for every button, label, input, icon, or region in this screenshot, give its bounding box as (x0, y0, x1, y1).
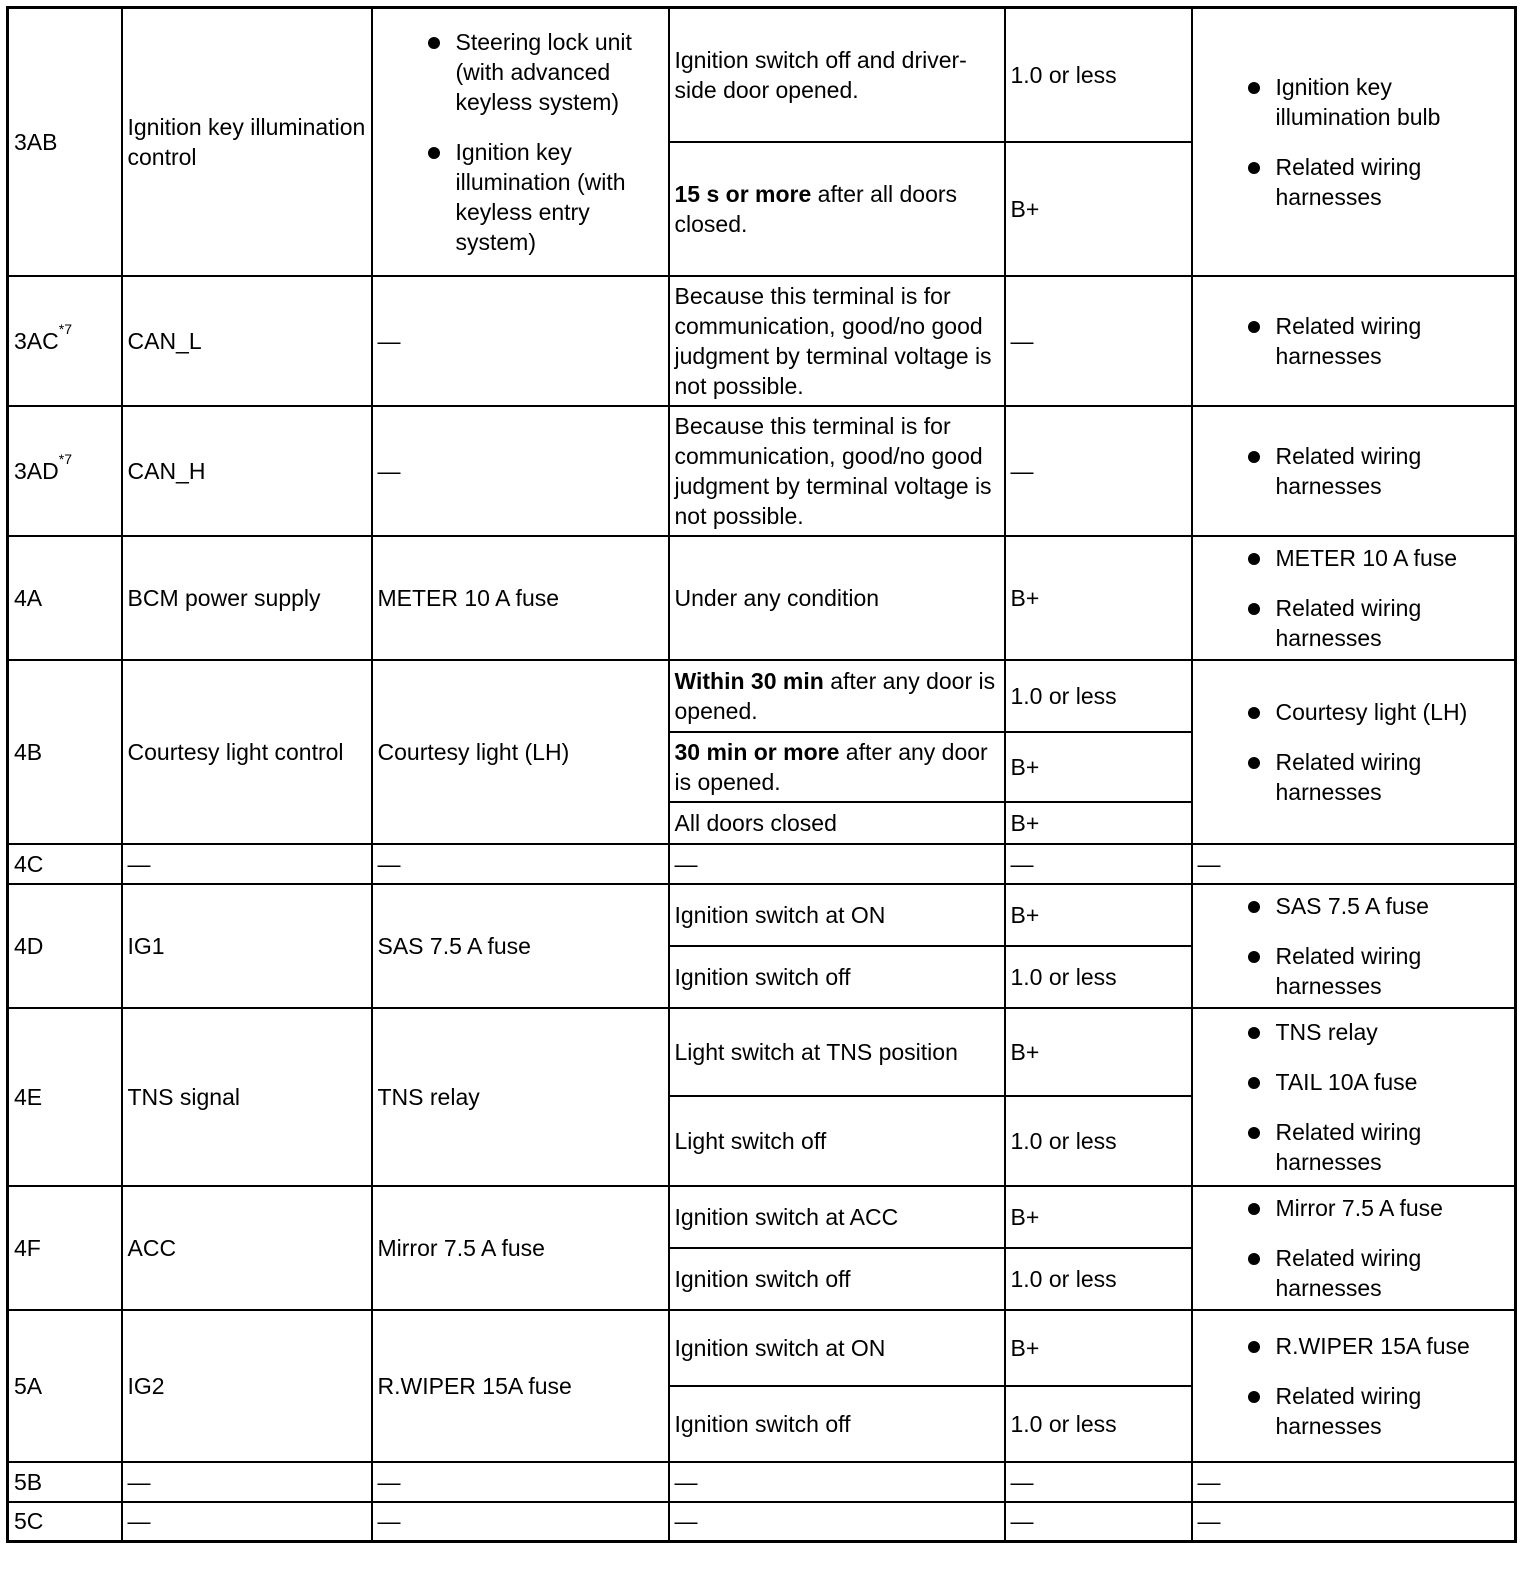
voltage-value: B+ (1010, 753, 1040, 780)
voltage-value: — (1010, 850, 1034, 877)
terminal-id: 4A (14, 584, 43, 611)
voltage-cell (1005, 1186, 1192, 1248)
terminal-cell (8, 406, 122, 536)
signal-name-cell (122, 1502, 372, 1542)
measurement-condition-cell (669, 1502, 1005, 1542)
voltage-value: 1.0 or less (1010, 1265, 1117, 1292)
table-row (8, 1008, 1516, 1096)
signal-name-cell (122, 536, 372, 660)
condition-text: — (674, 1508, 698, 1535)
voltage-cell (1005, 1502, 1192, 1542)
inspection-item-list (1198, 72, 1510, 212)
voltage-cell (1005, 406, 1192, 536)
inspection-item-cell (1192, 1310, 1516, 1462)
measurement-condition-cell (669, 844, 1005, 884)
inspection-item-item (1240, 593, 1510, 653)
voltage-value: B+ (1010, 195, 1040, 222)
connected-to-cell (372, 406, 669, 536)
voltage-cell (1005, 884, 1192, 946)
voltage-value: B+ (1010, 1038, 1040, 1065)
condition-text: Ignition switch off (674, 1265, 851, 1292)
connected-to-cell (372, 1186, 669, 1310)
condition-text: — (674, 850, 698, 877)
connected-to-item-text: Steering lock unit (with advanced keyless system) (455, 28, 632, 115)
connected-to-text: — (377, 1508, 401, 1535)
inspection-item-item-text: Mirror 7.5 A fuse (1275, 1194, 1443, 1221)
voltage-cell (1005, 8, 1192, 142)
signal-name: ACC (127, 1234, 177, 1261)
connected-to-text: Mirror 7.5 A fuse (377, 1234, 545, 1261)
measurement-condition-cell (669, 884, 1005, 946)
signal-name: CAN_H (127, 457, 206, 484)
voltage-cell (1005, 844, 1192, 884)
connected-to-text: — (377, 327, 401, 354)
voltage-cell (1005, 802, 1192, 844)
inspection-item-item (1240, 311, 1510, 371)
connected-to-text: Courtesy light (LH) (377, 738, 570, 765)
inspection-item-item-text: Related wiring harnesses (1275, 1244, 1422, 1301)
inspection-item-item-text: Related wiring harnesses (1275, 312, 1422, 369)
inspection-item-cell (1192, 1186, 1516, 1310)
condition-emphasis: Within 30 min (674, 667, 824, 694)
inspection-item-cell (1192, 844, 1516, 884)
condition-text: after any door is opened. (674, 667, 996, 724)
inspection-item-cell (1192, 1008, 1516, 1186)
inspection-item-item (1240, 441, 1510, 501)
inspection-item-cell (1192, 276, 1516, 406)
connected-to-text: — (377, 1468, 401, 1495)
condition-text: Ignition switch off (674, 1410, 851, 1437)
voltage-cell (1005, 1386, 1192, 1462)
signal-name-cell (122, 884, 372, 1008)
inspection-item-text: — (1197, 1468, 1221, 1495)
voltage-value: B+ (1010, 809, 1040, 836)
signal-name: Ignition key illumination control (127, 113, 366, 170)
inspection-item-item-text: TNS relay (1275, 1018, 1378, 1045)
voltage-value: B+ (1010, 1203, 1040, 1230)
inspection-item-list (1198, 1193, 1510, 1303)
measurement-condition-cell (669, 1248, 1005, 1310)
condition-text: Ignition switch at ACC (674, 1203, 899, 1230)
voltage-value: — (1010, 327, 1034, 354)
inspection-item-item (1240, 72, 1510, 132)
terminal-cell (8, 1008, 122, 1186)
terminal-id: 3AD (14, 457, 59, 484)
terminal-id: 4B (14, 738, 43, 765)
signal-name: IG2 (127, 1372, 165, 1399)
voltage-cell (1005, 946, 1192, 1008)
connected-to-text: — (377, 457, 401, 484)
inspection-item-text: — (1197, 850, 1221, 877)
connected-to-cell (372, 1008, 669, 1186)
terminal-id: 3AB (14, 128, 58, 155)
voltage-cell (1005, 142, 1192, 276)
inspection-item-item (1240, 941, 1510, 1001)
terminal-id: 4E (14, 1083, 43, 1110)
inspection-item-item (1240, 1193, 1510, 1223)
signal-name: TNS signal (127, 1083, 240, 1110)
voltage-cell (1005, 1248, 1192, 1310)
voltage-value: 1.0 or less (1010, 682, 1117, 709)
inspection-item-item-text: Ignition key illumination bulb (1275, 73, 1441, 130)
inspection-item-item-text: SAS 7.5 A fuse (1275, 892, 1429, 919)
terminal-cell (8, 536, 122, 660)
connected-to-item (420, 137, 663, 257)
measurement-condition-cell (669, 8, 1005, 142)
terminal-id: 5C (14, 1508, 44, 1535)
voltage-value: 1.0 or less (1010, 1410, 1117, 1437)
inspection-item-cell (1192, 660, 1516, 844)
signal-name-cell (122, 406, 372, 536)
terminal-id: 5A (14, 1372, 43, 1399)
condition-text: Ignition switch off (674, 963, 851, 990)
inspection-item-list (1198, 1331, 1510, 1441)
inspection-item-cell (1192, 1502, 1516, 1542)
signal-name-cell (122, 1310, 372, 1462)
table-row (8, 1462, 1516, 1502)
voltage-value: B+ (1010, 584, 1040, 611)
inspection-item-cell (1192, 1462, 1516, 1502)
voltage-cell (1005, 1310, 1192, 1386)
measurement-condition-cell (669, 276, 1005, 406)
condition-text: Under any condition (674, 584, 880, 611)
inspection-item-item-text: R.WIPER 15A fuse (1275, 1332, 1470, 1359)
inspection-item-item (1240, 697, 1510, 727)
terminal-cell (8, 1186, 122, 1310)
condition-emphasis: 30 min or more (674, 738, 840, 765)
voltage-value: B+ (1010, 901, 1040, 928)
connected-to-cell (372, 660, 669, 844)
inspection-item-item-text: TAIL 10A fuse (1275, 1068, 1418, 1095)
terminal-cell (8, 884, 122, 1008)
table-row (8, 406, 1516, 536)
connected-to-item-text: Ignition key illumination (with keyless entry system) (455, 138, 626, 255)
connected-to-text: TNS relay (377, 1083, 480, 1110)
terminal-cell (8, 8, 122, 276)
voltage-cell (1005, 732, 1192, 802)
inspection-item-item (1240, 747, 1510, 807)
terminal-footnote: *7 (58, 320, 72, 337)
measurement-condition-cell (669, 732, 1005, 802)
signal-name: BCM power supply (127, 584, 321, 611)
voltage-value: 1.0 or less (1010, 1127, 1117, 1154)
table-row (8, 660, 1516, 732)
connected-to-text: SAS 7.5 A fuse (377, 932, 531, 959)
voltage-value: 1.0 or less (1010, 963, 1117, 990)
connected-to-cell (372, 1462, 669, 1502)
measurement-condition-cell (669, 1008, 1005, 1096)
condition-text: Ignition switch at ON (674, 901, 886, 928)
inspection-item-item-text: Related wiring harnesses (1275, 594, 1422, 651)
signal-name-cell (122, 1008, 372, 1186)
inspection-item-item-text: Courtesy light (LH) (1275, 698, 1468, 725)
inspection-item-item-text: Related wiring harnesses (1275, 1382, 1422, 1439)
terminal-footnote: *7 (58, 450, 72, 467)
voltage-value: — (1010, 1508, 1034, 1535)
table-row (8, 1502, 1516, 1542)
measurement-condition-cell (669, 1310, 1005, 1386)
inspection-item-item (1240, 543, 1510, 573)
terminal-id: 5B (14, 1468, 43, 1495)
inspection-item-item-text: Related wiring harnesses (1275, 1118, 1422, 1175)
condition-text: All doors closed (674, 809, 837, 836)
connected-to-cell (372, 884, 669, 1008)
signal-name-cell (122, 276, 372, 406)
connected-to-text: — (377, 850, 401, 877)
terminal-cell (8, 844, 122, 884)
inspection-item-item-text: Related wiring harnesses (1275, 942, 1422, 999)
voltage-cell (1005, 660, 1192, 732)
inspection-item-cell (1192, 884, 1516, 1008)
inspection-item-list (1198, 697, 1510, 807)
inspection-item-item (1240, 1243, 1510, 1303)
connected-to-cell (372, 1310, 669, 1462)
inspection-item-item (1240, 1117, 1510, 1177)
inspection-item-item-text: Related wiring harnesses (1275, 748, 1422, 805)
terminal-cell (8, 1462, 122, 1502)
inspection-item-text: — (1197, 1508, 1221, 1535)
measurement-condition-cell (669, 1096, 1005, 1186)
condition-text: Ignition switch off and driver-side door opened. (674, 46, 967, 103)
voltage-cell (1005, 1008, 1192, 1096)
measurement-condition-cell (669, 1186, 1005, 1248)
table-row (8, 276, 1516, 406)
connected-to-cell (372, 536, 669, 660)
voltage-cell (1005, 1462, 1192, 1502)
signal-name-cell (122, 8, 372, 276)
signal-name-cell (122, 1462, 372, 1502)
condition-text: Light switch at TNS position (674, 1038, 958, 1065)
terminal-id: 3AC (14, 327, 59, 354)
terminal-id: 4D (14, 932, 44, 959)
table-row (8, 884, 1516, 946)
table-row (8, 1186, 1516, 1248)
signal-name: — (127, 1468, 151, 1495)
inspection-item-item (1240, 1381, 1510, 1441)
signal-name: IG1 (127, 932, 165, 959)
terminal-cell (8, 276, 122, 406)
measurement-condition-cell (669, 536, 1005, 660)
condition-text: after any door is opened. (674, 738, 988, 795)
terminal-voltage-table (6, 6, 1517, 1543)
inspection-item-list (1198, 891, 1510, 1001)
signal-name: — (127, 850, 151, 877)
inspection-item-list (1198, 441, 1510, 501)
signal-name: CAN_L (127, 327, 202, 354)
measurement-condition-cell (669, 802, 1005, 844)
inspection-item-cell (1192, 8, 1516, 276)
connected-to-list (378, 27, 663, 257)
terminal-voltage-table-container (6, 6, 1517, 1543)
inspection-item-list (1198, 1017, 1510, 1177)
inspection-item-item (1240, 1067, 1510, 1097)
inspection-item-cell (1192, 406, 1516, 536)
voltage-value: 1.0 or less (1010, 61, 1117, 88)
voltage-cell (1005, 536, 1192, 660)
measurement-condition-cell (669, 1386, 1005, 1462)
inspection-item-list (1198, 543, 1510, 653)
condition-text: — (674, 1468, 698, 1495)
connected-to-cell (372, 1502, 669, 1542)
connected-to-text: METER 10 A fuse (377, 584, 560, 611)
signal-name-cell (122, 660, 372, 844)
terminal-cell (8, 660, 122, 844)
inspection-item-item (1240, 152, 1510, 212)
signal-name-cell (122, 844, 372, 884)
voltage-value: B+ (1010, 1334, 1040, 1361)
table-row (8, 536, 1516, 660)
inspection-item-item (1240, 1017, 1510, 1047)
signal-name: — (127, 1508, 151, 1535)
measurement-condition-cell (669, 142, 1005, 276)
inspection-item-item-text: Related wiring harnesses (1275, 442, 1422, 499)
condition-text: Light switch off (674, 1127, 827, 1154)
connected-to-cell (372, 8, 669, 276)
voltage-cell (1005, 276, 1192, 406)
inspection-item-item (1240, 1331, 1510, 1361)
connected-to-item (420, 27, 663, 117)
inspection-item-item (1240, 891, 1510, 921)
terminal-cell (8, 1502, 122, 1542)
inspection-item-list (1198, 311, 1510, 371)
measurement-condition-cell (669, 660, 1005, 732)
terminal-id: 4F (14, 1234, 41, 1261)
table-row (8, 1310, 1516, 1386)
condition-text: after all doors closed. (674, 180, 958, 237)
terminal-cell (8, 1310, 122, 1462)
inspection-item-item-text: METER 10 A fuse (1275, 544, 1458, 571)
voltage-cell (1005, 1096, 1192, 1186)
table-body (8, 8, 1516, 1542)
inspection-item-cell (1192, 536, 1516, 660)
measurement-condition-cell (669, 946, 1005, 1008)
condition-emphasis: 15 s or more (674, 180, 812, 207)
inspection-item-item-text: Related wiring harnesses (1275, 153, 1422, 210)
signal-name-cell (122, 1186, 372, 1310)
voltage-value: — (1010, 1468, 1034, 1495)
condition-text: Because this terminal is for communication, good/no good judgment by terminal voltage is not possible. (674, 412, 992, 529)
terminal-id: 4C (14, 850, 44, 877)
connected-to-text: R.WIPER 15A fuse (377, 1372, 572, 1399)
measurement-condition-cell (669, 406, 1005, 536)
condition-text: Because this terminal is for communication, good/no good judgment by terminal voltage is not possible. (674, 282, 992, 399)
connected-to-cell (372, 844, 669, 884)
condition-text: Ignition switch at ON (674, 1334, 886, 1361)
signal-name: Courtesy light control (127, 738, 344, 765)
voltage-value: — (1010, 457, 1034, 484)
table-row (8, 844, 1516, 884)
table-row (8, 8, 1516, 142)
connected-to-cell (372, 276, 669, 406)
measurement-condition-cell (669, 1462, 1005, 1502)
